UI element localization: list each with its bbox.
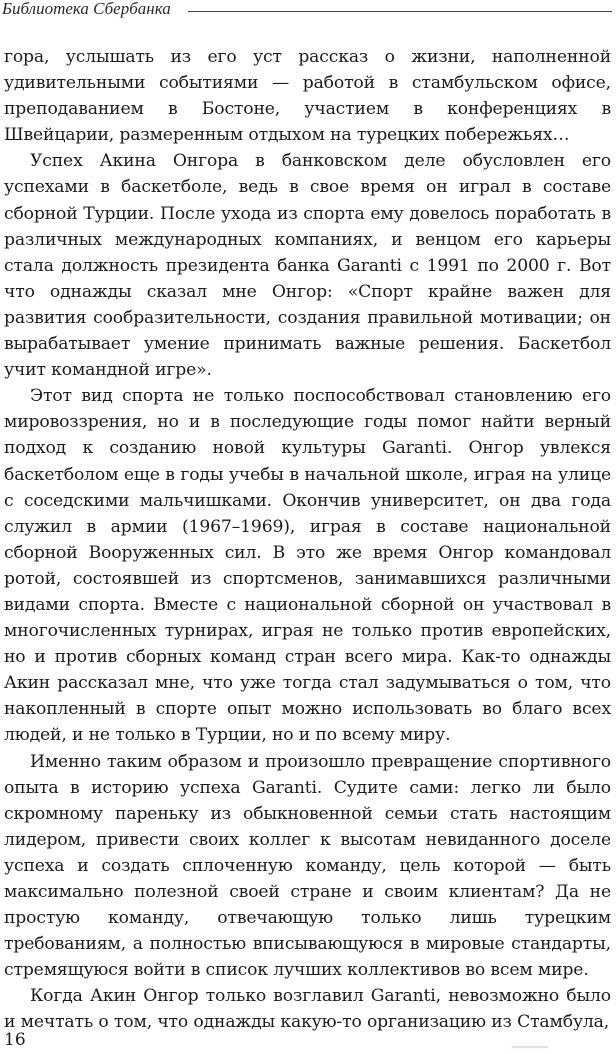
- corner-mark: [512, 1046, 548, 1048]
- header-title: Библиотека Сбербанка: [2, 0, 171, 18]
- paragraph: Успех Акина Онгора в банковском деле обусловлен его успехами в баскетболе, ведь в свое время он играл в составе сборной Турции. После ухода из спорта ему довелось поработать в различных международных компаниях, и венцом его карьеры стала должность президента банка Garanti с 1991 по 2000 г. Вот что однажды сказал мне Онгор: «Спорт крайне важен для развития сообразительности, создания правильной мотивации; он вырабатывает умение принимать важные решения. Баскетбол учит командной игре».: [4, 151, 611, 381]
- page-number: 16: [4, 1030, 26, 1050]
- header-rule: [188, 11, 612, 12]
- paragraph: Этот вид спорта не только поспособствовал становлению его мировоззрения, но и в последующие годы помог найти верный подход к созданию новой культуры Garanti. Онгор увлекся баскетболом еще в годы учебы в начальной школе, играя на улице с соседскими мальчишками. Окончив университет, он два года служил в армии (1967–1969), играя в составе национальной сборной Вооруженных сил. В это же время Онгор командовал ротой, состоявшей из спортсменов, занимавшихся различными видами спорта. Вместе с национальной сборной он участвовал в многочисленных турнирах, играя не только против европейских, но и против сборных команд стран всего мира. Как-то однажды Акин рассказал мне, что уже тогда стал задумываться о том, что накопленный в спорте опыт можно использовать во благо всех людей, и не только в Турции, но и по всему миру.: [4, 386, 611, 746]
- paragraph-continued: гора, услышать из его уст рассказ о жизни, наполненной удивительными событиями — работой в стамбульском офисе, преподаванием в Бостоне, участием в конференциях в Швейцарии, размеренным отдыхом на турецких побережьях…: [4, 47, 611, 146]
- running-header: [0, 0, 616, 22]
- paragraph: Когда Акин Онгор только возглавил Garanti, невозможно было и мечтать о том, что однажды какую-то организацию из Стамбула,: [4, 986, 611, 1033]
- body-text: [4, 44, 611, 1036]
- paragraph: Именно таким образом и произошло превращение спортивного опыта в историю успеха Garanti. Судите сами: легко ли было скромному пареньку из обыкновенной семьи стать настоящим лидером, привести своих коллег к высотам невиданного доселе успеха и создать сплоченную команду, цель которой — быть максимально полезной своей стране и своим клиентам? Да не простую команду, отвечающую только лишь турецким требованиям, а полностью вписывающуюся в мировые стандарты, стремящуюся войти в список лучших коллективов во всем мире.: [4, 751, 611, 981]
